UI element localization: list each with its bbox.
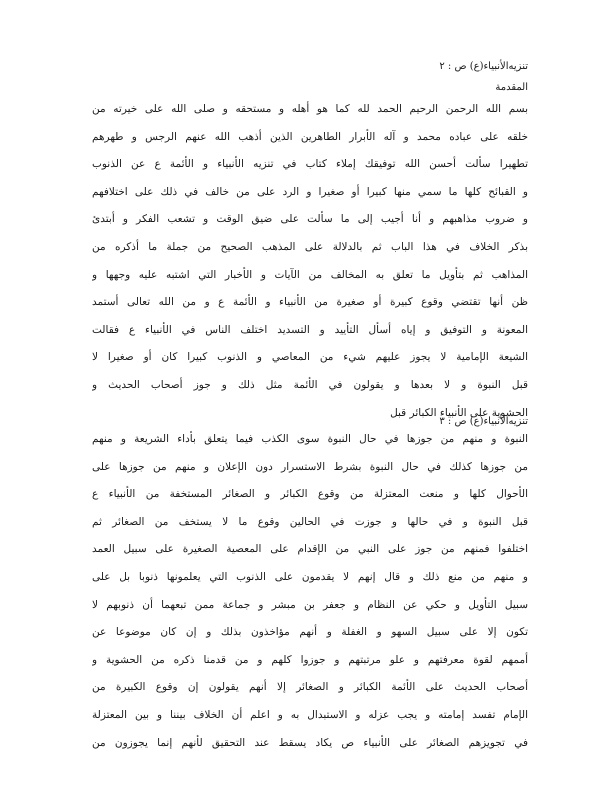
text-line: في تجويزهم الصغائر على الأنبياء ص يكاد يسقط عند التحقيق لأنهم إنما يجوزون من: [92, 736, 528, 749]
page-header-p2: تنزیه‌الأنبیاء(ع) ص : ٢: [439, 61, 528, 72]
text-line: بسم الله الرحمن الرحيم الحمد لله كما هو أهله و مستحقه و صلى الله على خيرته من: [92, 103, 528, 115]
page-2-body: [92, 96, 528, 427]
text-line: ظن أنها تقتضي وقوع كبيرة أو صغيرة من الأنبياء و الأئمة ع و من الله تعالى أستمد: [92, 296, 528, 309]
text-line: قبل النبوة و في حالها و جوزت في الحالين وقوع ما لا يستخف من الصغائر ثم: [92, 515, 528, 528]
text-line: الحشوية على الأنبياء الكبائر قبل: [390, 406, 528, 419]
text-line: المذاهب ثم بتأويل ما تعلق به المخالف من الآيات و الأخبار التي اشتبه عليه وجهها و: [92, 268, 528, 281]
page-3-body: [92, 426, 528, 757]
text-line: سبيل التأويل و حكي عن النظام و جعفر بن مبشر و جماعة ممن تبعهما أن ذنوبهم لا: [92, 598, 528, 611]
text-line: أصحاب الحديث على الأئمة الكبائر و الصغائر إلا أنهم يقولون إن وقوع الكبيرة من: [92, 681, 528, 694]
text-line: و القبائح كلها ما سمي منها كبيرا أو صغيرا و الرد على من خالف في ذلك على اختلافهم: [92, 185, 528, 198]
text-line: أممهم لقوة معرفتهم و علو مرتبتهم و جوزوا كلهم و من قدمنا ذكره من الحشوية و: [92, 653, 528, 666]
text-line: المعونة و التوفيق و إياه أسأل التأييد و التسديد اختلف الناس في الأنبياء ع فقالت: [92, 323, 528, 336]
text-line: تطهيرا سألت أحسن الله توفيقك إملاء كتاب في تنزيه الأنبياء و الأئمة ع عن الذنوب: [92, 158, 528, 171]
text-line: الإمام تفسد إمامته و يجب عزله و الاستبدال به و اعلم أن الخلاف بيننا و بين المعتزلة: [92, 708, 528, 721]
text-line: من جوزها كذلك في حال النبوة بشرط الاستسرار دون الإعلان و منهم من جوزها على: [92, 460, 528, 473]
text-line: تكون إلا على سبيل السهو و الغفلة و أنهم مؤاخذون بذلك و إن كان موضوعا عن: [92, 626, 528, 639]
text-line: و منهم من منع ذلك و قال إنهم لا يقدمون على الذنوب التي يعلمونها ذنوبا بل على: [92, 570, 528, 583]
text-line: خلقه على عباده محمد و آله الأبرار الطاهرين الذين أذهب الله عنهم الرجس و طهرهم: [92, 130, 528, 143]
text-line: قبل النبوة و لا بعدها و يقولون في الأئمة مثل ذلك و جوز أصحاب الحديث و: [92, 378, 528, 391]
text-line: الشيعة الإمامية لا يجوز عليهم شيء من المعاصي و الذنوب كبيرا كان أو صغيرا لا: [92, 351, 528, 364]
text-line: الأحوال كلها و منعت المعتزلة من وقوع الكبائر و الصغائر المستخفة من الأنبياء ع: [92, 488, 528, 501]
text-line: اختلفوا فمنهم من جوز على النبي من الإقدام على المعصية الصغيرة على سبيل العمد: [92, 543, 528, 556]
text-line: بذكر الخلاف في هذا الباب ثم بالدلالة على المذهب الصحيح من جملة ما أذكره من: [92, 240, 528, 253]
text-line: و ضروب مذاهبهم و أنا أجيب إلى ما سألت على ضيق الوقت و تشعب الفكر و أبتدئ: [92, 213, 528, 226]
page-header-p3: تنزیه‌الأنبیاء(ع) ص : ٣: [439, 416, 528, 427]
section-title: المقدمة: [495, 82, 528, 93]
text-line: النبوة و منهم من جوزها في حال النبوة سوى الكذب فيما يتعلق بأداء الشريعة و منهم: [92, 433, 528, 445]
